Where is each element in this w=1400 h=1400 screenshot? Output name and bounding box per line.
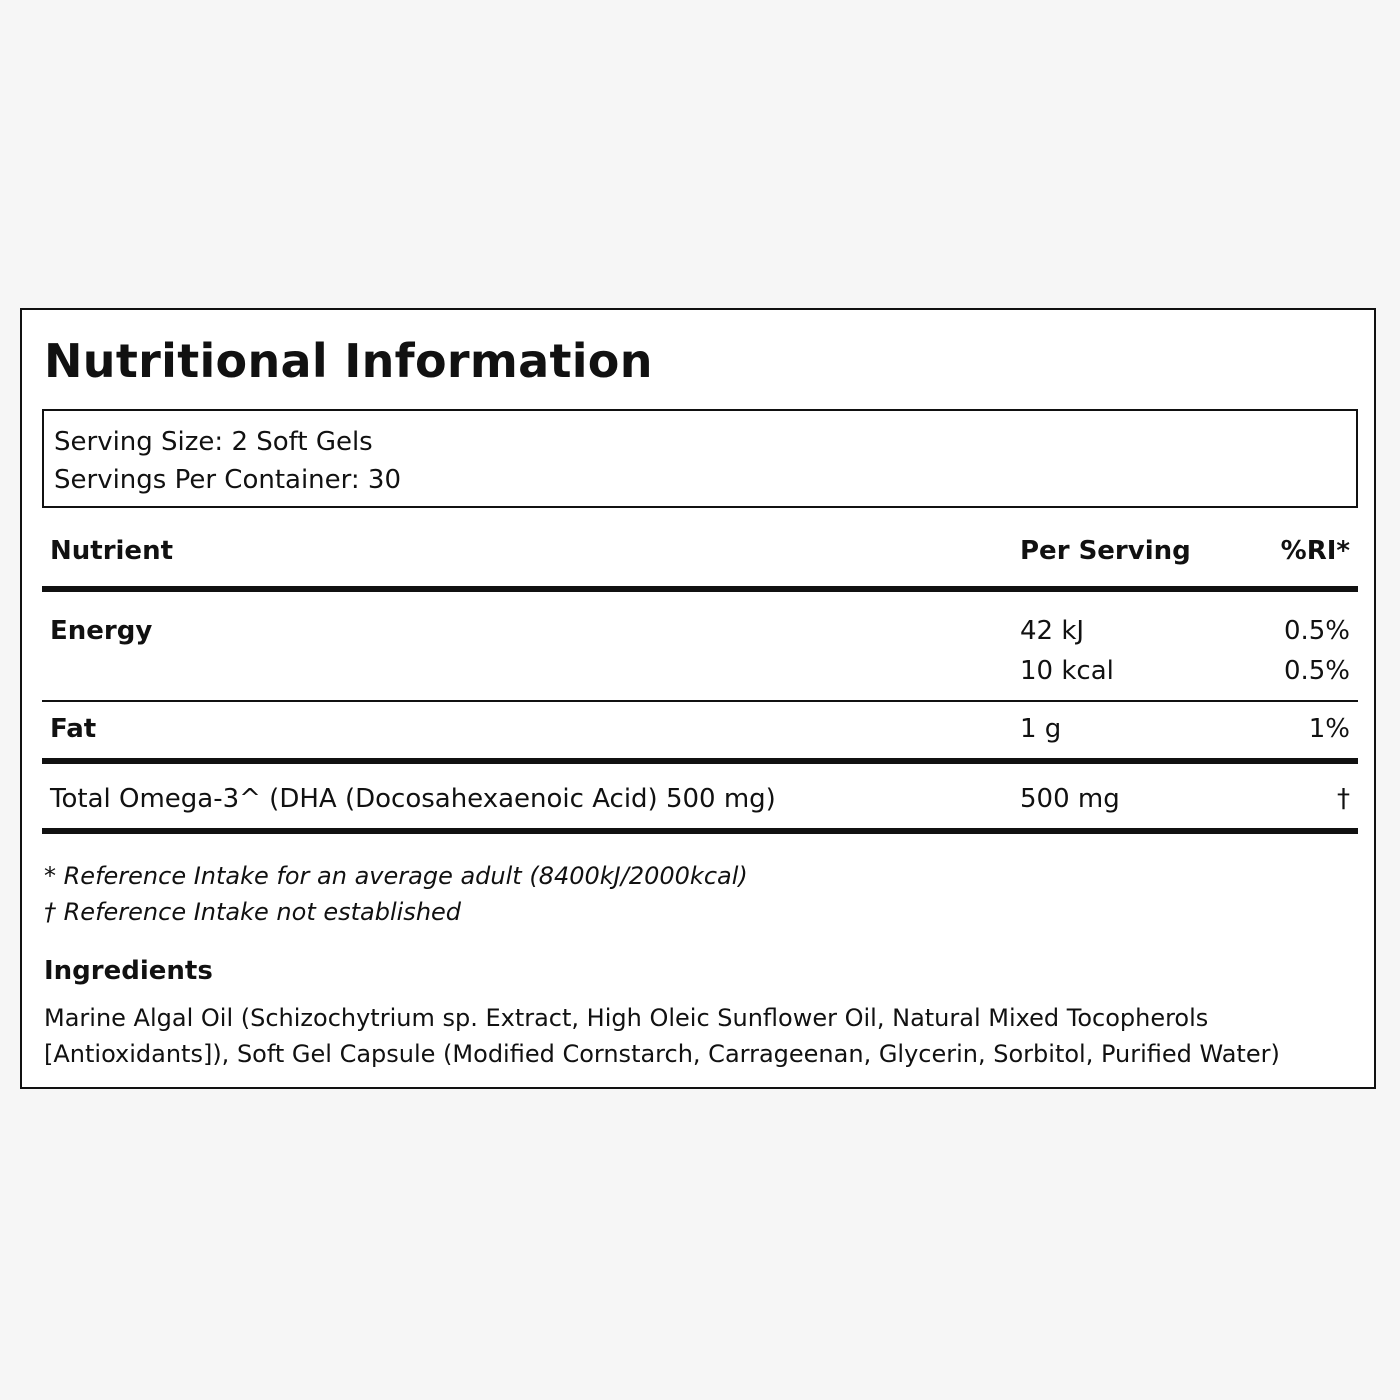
table-row bbox=[42, 592, 1358, 646]
per-serving-value: 10 kcal bbox=[1020, 656, 1114, 686]
nutrient-name: Fat bbox=[50, 714, 97, 744]
ri-value: † bbox=[1337, 784, 1350, 814]
ingredients-heading: Ingredients bbox=[44, 956, 213, 986]
ri-value: 0.5% bbox=[1283, 656, 1350, 686]
nutrition-label-panel bbox=[20, 308, 1376, 1089]
nutrition-table bbox=[42, 520, 1358, 834]
ri-value: 0.5% bbox=[1283, 616, 1350, 646]
footnotes bbox=[44, 858, 748, 930]
serving-info-box bbox=[42, 409, 1358, 508]
servings-per-container: Servings Per Container: 30 bbox=[54, 465, 402, 495]
ri-value: 1% bbox=[1308, 714, 1350, 744]
per-serving-value: 42 kJ bbox=[1020, 616, 1085, 646]
table-header-row bbox=[42, 520, 1358, 592]
header-ri: %RI* bbox=[1280, 536, 1350, 566]
nutrient-name: Energy bbox=[50, 616, 153, 646]
label-title: Nutritional Information bbox=[44, 334, 653, 388]
per-serving-value: 500 mg bbox=[1020, 784, 1120, 814]
serving-size: Serving Size: 2 Soft Gels bbox=[54, 427, 373, 457]
table-row bbox=[42, 702, 1358, 764]
header-nutrient: Nutrient bbox=[50, 536, 174, 566]
nutrient-name: Total Omega-3^ (DHA (Docosahexaenoic Acid) 500 mg) bbox=[50, 784, 776, 814]
table-row bbox=[42, 764, 1358, 834]
table-row bbox=[42, 646, 1358, 702]
ingredients-text: Marine Algal Oil (Schizochytrium sp. Extract, High Oleic Sunflower Oil, Natural Mixed Tocopherols [Antioxidants]), Soft Gel Capsule (Modified Cornstarch, Carrageenan, Glycerin, Sorbitol, Purified Water) bbox=[44, 1004, 1280, 1068]
footnote-not-established: † Reference Intake not established bbox=[44, 898, 462, 926]
footnote-reference-intake: * Reference Intake for an average adult (8400kJ/2000kcal) bbox=[44, 862, 748, 890]
per-serving-value: 1 g bbox=[1020, 714, 1062, 744]
header-per-serving: Per Serving bbox=[1020, 536, 1191, 566]
